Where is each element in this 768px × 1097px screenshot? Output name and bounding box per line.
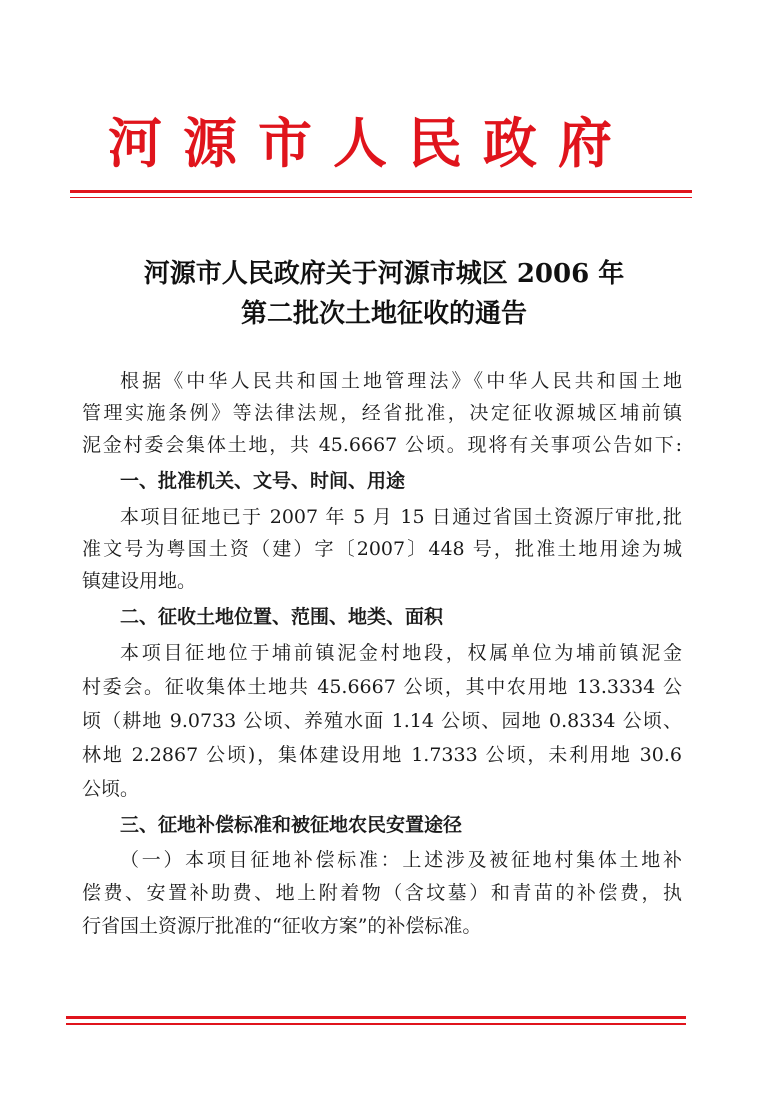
section1-line: 本项目征地已于 2007 年 5 月 15 日通过省国土资源厅审批,批 [120,506,682,528]
header-rule-thick [70,190,692,193]
section2-line: 本项目征地位于埔前镇泥金村地段，权属单位为埔前镇泥金 [120,642,682,664]
letterhead-char: 市 [258,111,312,175]
section2-line: 村委会。征收集体土地共 45.6667 公顷，其中农用地 13.3334 公 [82,676,682,698]
section-heading-1: 一、批准机关、文号、时间、用途 [120,470,406,492]
section3-line: （一）本项目征地补偿标准：上述涉及被征地村集体土地补 [120,849,682,871]
footer-rule-thin [66,1023,686,1025]
letterhead-char: 人 [333,111,387,175]
letterhead-char: 河 [108,111,162,175]
section-heading-2: 二、征收土地位置、范围、地类、面积 [120,606,444,628]
intro-line: 泥金村委会集体土地，共 45.6667 公顷。现将有关事项公告如下: [82,434,682,456]
letterhead-char: 源 [183,111,237,175]
letterhead [0,108,768,178]
section1-line: 镇建设用地。 [82,570,197,592]
document-title-line1: 河源市人民政府关于河源市城区 2006 年 [143,259,625,289]
intro-line: 管理实施条例》等法律法规，经省批准，决定征收源城区埔前镇 [82,402,682,424]
footer-rule-thick [66,1016,686,1019]
section1-line: 准文号为粤国土资（建）字〔2007〕448 号，批准土地用途为城 [82,538,682,560]
letterhead-char: 政 [483,111,537,175]
header-rule-thin [70,197,692,198]
document-title-line2: 第二批次土地征收的通告 [240,299,527,329]
letterhead-char: 民 [408,111,462,175]
letterhead-char: 府 [558,111,612,175]
section3-line: 行省国土资源厅批准的“征收方案”的补偿标准。 [82,915,482,937]
section2-line: 公顷。 [82,778,140,800]
section2-line: 林地 2.2867 公顷)，集体建设用地 1.7333 公顷，未利用地 30.6 [82,744,682,766]
section2-line: 顷（耕地 9.0733 公顷、养殖水面 1.14 公顷、园地 0.8334 公顷、 [82,710,682,732]
section3-line: 偿费、安置补助费、地上附着物（含坟墓）和青苗的补偿费，执 [82,882,682,904]
intro-line: 根据《中华人民共和国土地管理法》《中华人民共和国土地 [120,370,682,392]
section-heading-3: 三、征地补偿标准和被征地农民安置途径 [120,814,463,836]
